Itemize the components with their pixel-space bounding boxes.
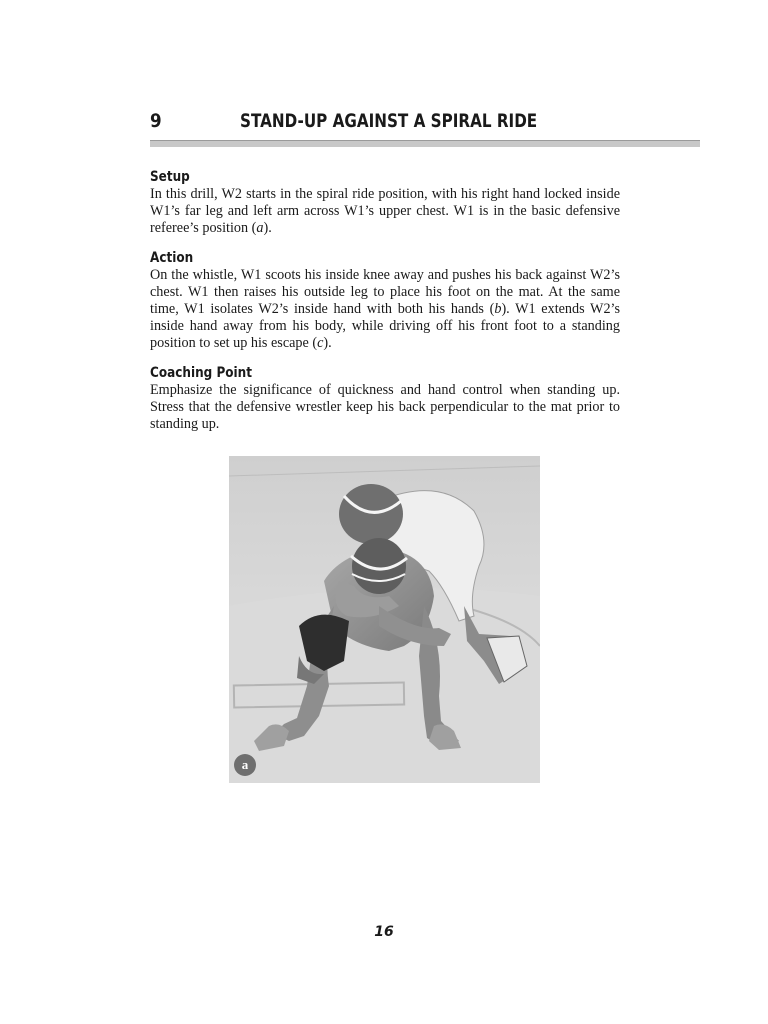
page-number: 16 <box>374 924 394 940</box>
wrestlers-illustration <box>229 456 540 783</box>
drill-title: STAND-UP AGAINST A SPIRAL RIDE <box>240 110 538 132</box>
setup-heading: Setup <box>150 169 190 185</box>
header-rule <box>150 140 700 147</box>
drill-content <box>150 168 620 445</box>
coaching-point-text: Emphasize the significance of quickness and hand control when standing up. Stress that the defensive wrestler keep his back perpendicular to the mat prior to standing up. <box>150 382 620 432</box>
figure-label-a: a <box>234 754 256 776</box>
action-text: On the whistle, W1 scoots his inside knee away and pushes his back against W2’s chest. W1 then raises his outside leg to place his foot on the mat. At the same time, W1 isolates W2’s inside hand with both his hands (b). W1 extends W2’s inside hand away from his body, while driving off his front foot to a standing position to set up his escape (c). <box>150 267 621 351</box>
wrestling-photo <box>229 456 540 783</box>
action-heading: Action <box>150 250 194 266</box>
drill-number: 9 <box>150 110 162 132</box>
coaching-point-heading: Coaching Point <box>150 365 253 381</box>
setup-text: In this drill, W2 starts in the spiral ride position, with his right hand locked inside W1’s far leg and left arm across W1’s upper chest. W1 is in the basic defensive referee’s position (a). <box>150 186 620 236</box>
